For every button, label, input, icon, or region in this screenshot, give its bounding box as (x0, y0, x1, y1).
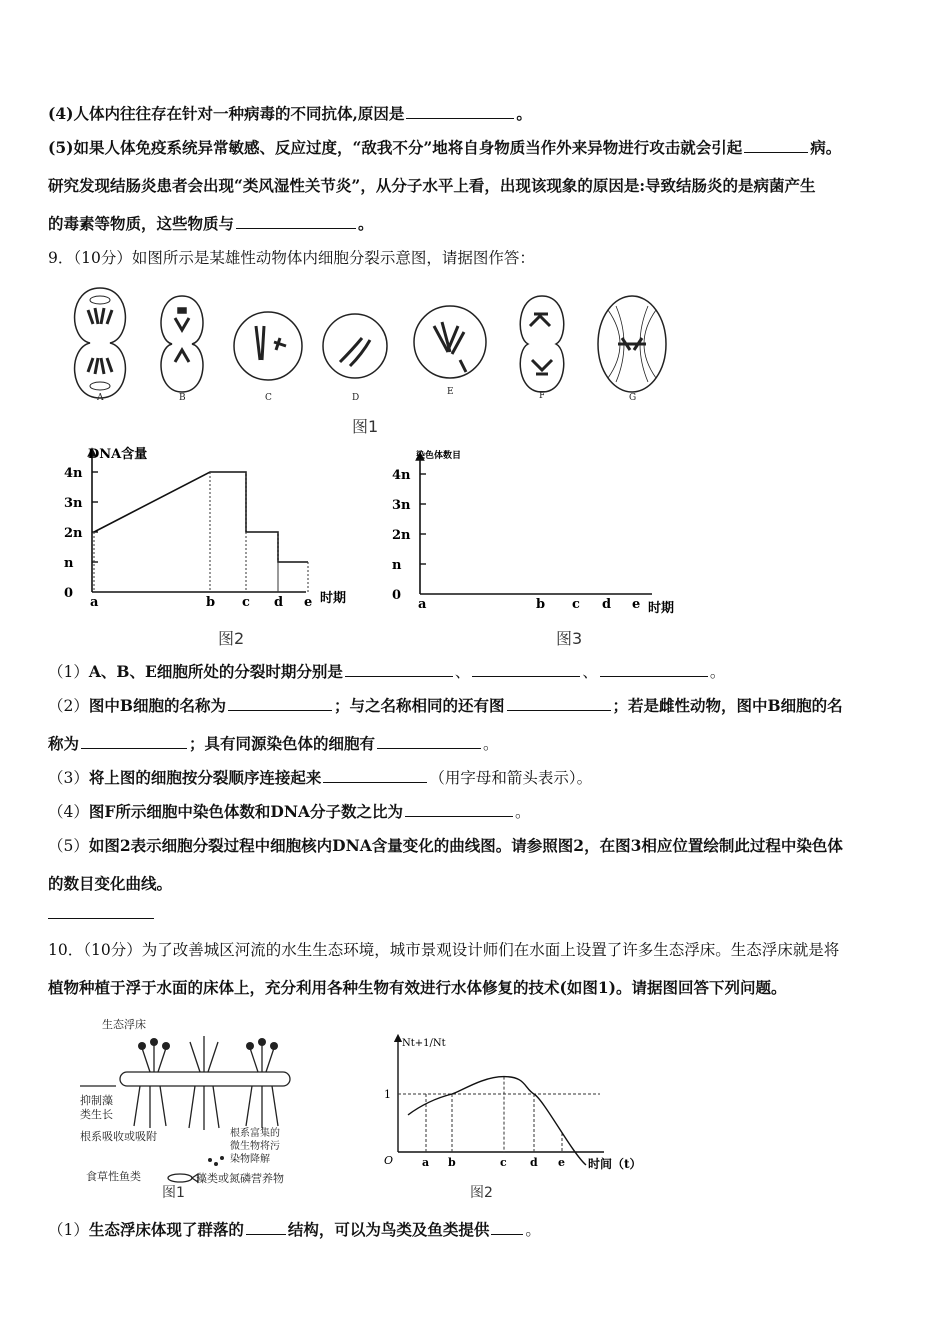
label-microbe-2: 微生物将污 (230, 1141, 280, 1152)
q9-sub1: （1）A、B、E细胞所处的分裂时期分别是 、 、 。 (48, 662, 726, 681)
label-fish: 食草性鱼类 (86, 1170, 141, 1183)
chr-ytick: 3n (392, 498, 411, 513)
q10-header-line2: 植物种植于浮于水面的床体上，充分利用各种生物有效进行水体修复的技术(如图1)。请据图回答下列问题。 (48, 978, 787, 997)
ratio-xtick: d (530, 1156, 538, 1169)
ratio-origin: O (384, 1154, 394, 1167)
ratio-xtick: c (500, 1156, 507, 1169)
q10-sub1: （1）生态浮床体现了群落的 结构，可以为鸟类及鱼类提供 。 (48, 1220, 541, 1239)
dna-x-label: 时期 (320, 591, 347, 606)
dna-ytick: 3n (64, 496, 83, 511)
answer-blank[interactable] (236, 214, 356, 229)
cell-label-d: D (352, 393, 360, 403)
q10-figure-2-caption: 图2 (470, 1185, 493, 1201)
q9-sub5-line1: （5）如图2表示细胞分裂过程中细胞核内DNA含量变化的曲线图。请参照图2，在图3相应位置绘制此过程中染色体 (48, 836, 843, 855)
chr-ytick: n (392, 558, 402, 573)
answer-blank[interactable] (246, 1220, 286, 1235)
dna-ytick: 2n (64, 526, 83, 541)
label-floating-bed: 生态浮床 (102, 1018, 146, 1031)
answer-blank[interactable] (228, 696, 332, 711)
answer-blank[interactable] (600, 662, 708, 677)
cell-label-g: G (629, 393, 637, 403)
answer-blank[interactable] (507, 696, 611, 711)
answer-blank[interactable] (406, 104, 514, 119)
q8-part5-line1: (5)如果人体免疫系统异常敏感、反应过度，“敌我不分”地将自身物质当作外来异物进行攻击就会引起 病。 (48, 138, 842, 157)
ratio-xtick: e (558, 1156, 565, 1169)
label-microbe-3: 染物降解 (230, 1154, 270, 1165)
separator-line (48, 918, 154, 919)
cell-label-b: B (179, 393, 186, 403)
cell-label-f: F (539, 391, 546, 401)
chr-ytick: 0 (392, 588, 402, 603)
dna-ytick: n (64, 556, 74, 571)
label-inhibit-1: 抑制藻 (80, 1094, 113, 1107)
q10-header-line1: 10．（10分）为了改善城区河流的水生生态环境，城市景观设计师们在水面上设置了许多生态浮床。生态浮床就是将 (48, 941, 840, 959)
q9-header: 9．（10分）如图所示是某雄性动物体内细胞分裂示意图，请据图作答： (48, 249, 535, 267)
ratio-xtick: b (448, 1156, 456, 1169)
chr-x-label: 时期 (648, 601, 675, 616)
q8-part4: (4)人体内往往存在针对一种病毒的不同抗体,原因是 。 (48, 104, 532, 123)
ratio-y-label: Nt+1/Nt (402, 1038, 446, 1049)
cell-label-e: E (447, 387, 454, 397)
cell-label-a: A (97, 393, 104, 403)
dna-y-label: DNA含量 (88, 447, 148, 462)
chr-xtick: b (536, 597, 546, 612)
figure-1-caption: 图1 (352, 417, 379, 436)
q10-figure-1-caption: 图1 (162, 1185, 185, 1201)
dna-xtick: e (304, 595, 313, 610)
figure-2-caption: 图2 (218, 629, 245, 648)
chr-xtick: d (602, 597, 612, 612)
q8-part5-line3: 的毒素等物质，这些物质与 。 (48, 214, 374, 233)
answer-blank[interactable] (744, 138, 808, 153)
label-microbe-1: 根系富集的 (230, 1128, 280, 1139)
cell-label-c: C (265, 393, 272, 403)
q9-sub2-line2: 称为 ；具有同源染色体的细胞有 。 (48, 734, 499, 753)
answer-blank[interactable] (81, 734, 187, 749)
floating-bed-figure (80, 1010, 320, 1200)
chr-ytick: 2n (392, 528, 411, 543)
label-inhibit-2: 类生长 (80, 1108, 113, 1121)
answer-blank[interactable] (377, 734, 481, 749)
dna-xtick: c (242, 595, 250, 610)
cell-division-figure (60, 280, 660, 406)
q8-part5-line2: 研究发现结肠炎患者会出现“类风湿性关节炎”，从分子水平上看，出现该现象的原因是:导致结肠炎的是病菌产生 (48, 176, 816, 195)
dna-xtick: d (274, 595, 284, 610)
dna-ytick: 4n (64, 466, 83, 481)
population-ratio-chart (378, 1030, 648, 1180)
chr-ytick: 4n (392, 468, 411, 483)
dna-ytick: 0 (64, 586, 74, 601)
dna-content-chart (58, 438, 347, 618)
figure-3-caption: 图3 (556, 629, 583, 648)
answer-blank[interactable] (345, 662, 453, 677)
chr-xtick: c (572, 597, 580, 612)
q9-sub4: （4）图F所示细胞中染色体数和DNA分子数之比为 。 (48, 802, 531, 821)
ratio-one-label: 1 (384, 1088, 391, 1101)
q9-sub3: （3）将上图的细胞按分裂顺序连接起来 （用字母和箭头表示）。 (48, 768, 593, 787)
q9-sub2-line1: （2）图中B细胞的名称为 ；与之名称相同的还有图 ；若是雌性动物，图中B细胞的名 (48, 696, 843, 715)
chr-xtick: a (418, 597, 427, 612)
dna-curve (94, 472, 308, 562)
dna-xtick: a (90, 595, 99, 610)
answer-blank[interactable] (323, 768, 427, 783)
label-root-absorb: 根系吸收或吸附 (80, 1130, 157, 1143)
ratio-x-label: 时间（t） (588, 1157, 642, 1171)
answer-blank[interactable] (405, 802, 513, 817)
label-algae: 藻类或氮磷营养物 (196, 1172, 284, 1185)
chromosome-number-chart (388, 442, 688, 618)
answer-blank[interactable] (472, 662, 580, 677)
ratio-xtick: a (422, 1156, 430, 1169)
q9-sub5-line2: 的数目变化曲线。 (48, 874, 173, 893)
dna-xtick: b (206, 595, 216, 610)
chr-y-label: 染色体数目 (416, 451, 462, 461)
answer-blank[interactable] (491, 1220, 523, 1235)
chr-xtick: e (632, 597, 641, 612)
